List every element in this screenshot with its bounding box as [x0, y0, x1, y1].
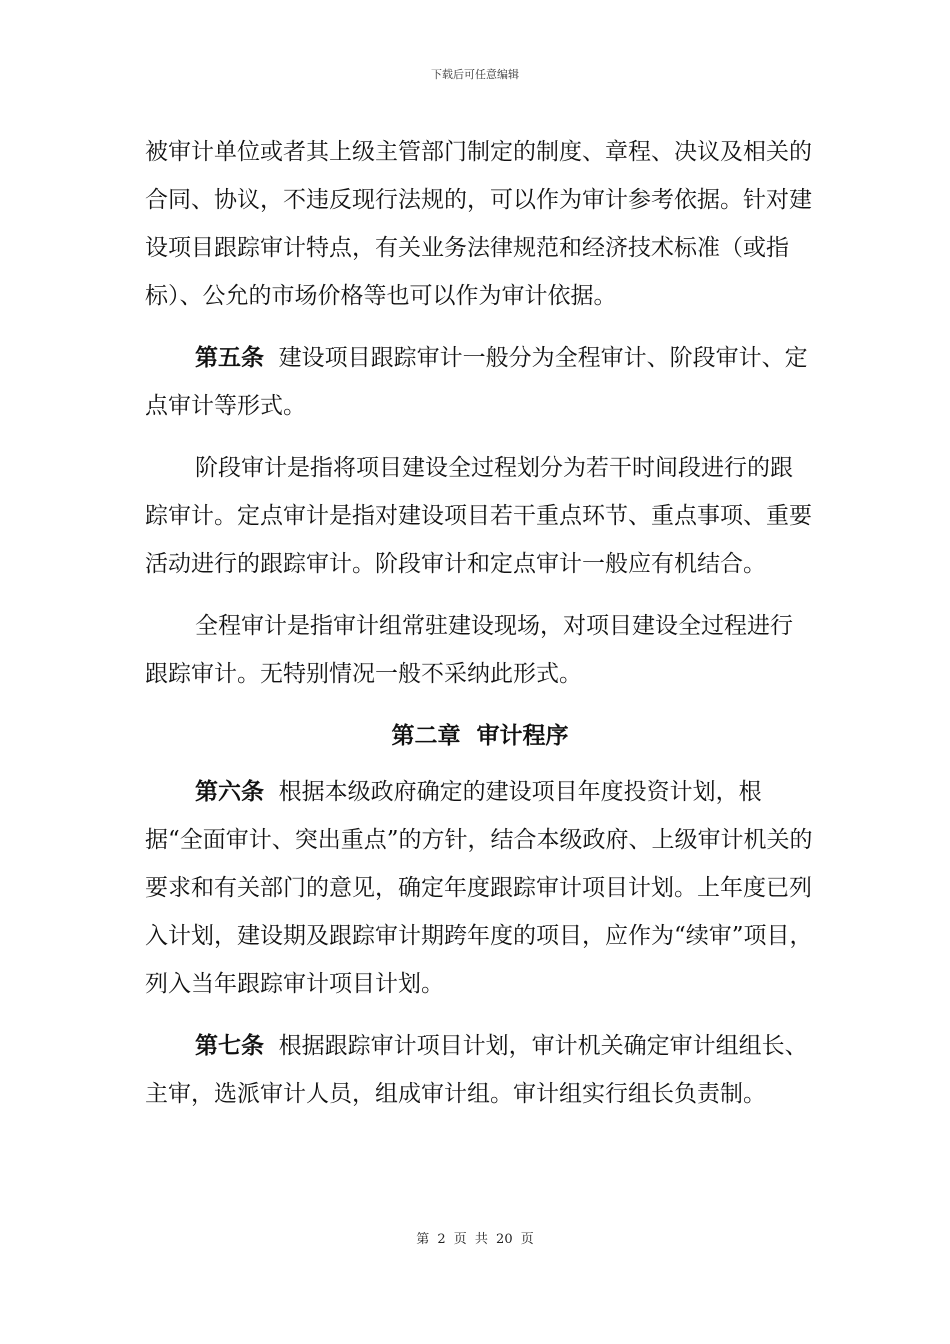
paragraph-full-audit	[145, 602, 815, 698]
article-7	[145, 1022, 815, 1118]
article-label: 第六条	[195, 778, 264, 805]
article-label: 第五条	[195, 344, 264, 371]
paragraph-continuation	[145, 128, 815, 320]
paragraph-stage-audit	[145, 444, 815, 588]
article-text: 根据本级政府确定的建设项目年度投资计划，根据“全面审计、突出重点”的方针，结合本级政府、上级审计机关的要求和有关部门的意见，确定年度跟踪审计项目计划。上年度已列入计划，建设期及跟踪审计期跨年度的项目，应作为“续审”项目，列入当年跟踪审计项目计划。	[145, 779, 813, 997]
paragraph-text: 全程审计是指审计组常驻建设现场，对项目建设全过程进行跟踪审计。无特别情况一般不采纳此形式。	[145, 613, 793, 687]
paragraph-text: 阶段审计是指将项目建设全过程划分为若干时间段进行的跟踪审计。定点审计是指对建设项目若干重点环节、重点事项、重要活动进行的跟踪审计。阶段审计和定点审计一般应有机结合。	[145, 455, 812, 577]
document-body	[145, 128, 815, 1132]
page-header: 下载后可任意编辑	[431, 68, 519, 81]
article-text: 根据跟踪审计项目计划，审计机关确定审计组组长、主审，选派审计人员，组成审计组。审计组实行组长负责制。	[145, 1033, 808, 1107]
article-label: 第七条	[195, 1032, 264, 1059]
article-6	[145, 768, 815, 1008]
article-5	[145, 334, 815, 430]
chapter-title: 第二章 审计程序	[391, 722, 569, 749]
paragraph-text: 被审计单位或者其上级主管部门制定的制度、章程、决议及相关的合同、协议，不违反现行法规的，可以作为审计参考依据。针对建设项目跟踪审计特点，有关业务法律规范和经济技术标准（或指标）、公允的市场价格等也可以作为审计依据。	[145, 139, 812, 309]
article-text: 建设项目跟踪审计一般分为全程审计、阶段审计、定点审计等形式。	[145, 345, 808, 419]
page-footer: 第 2 页 共 20 页	[416, 1232, 534, 1247]
